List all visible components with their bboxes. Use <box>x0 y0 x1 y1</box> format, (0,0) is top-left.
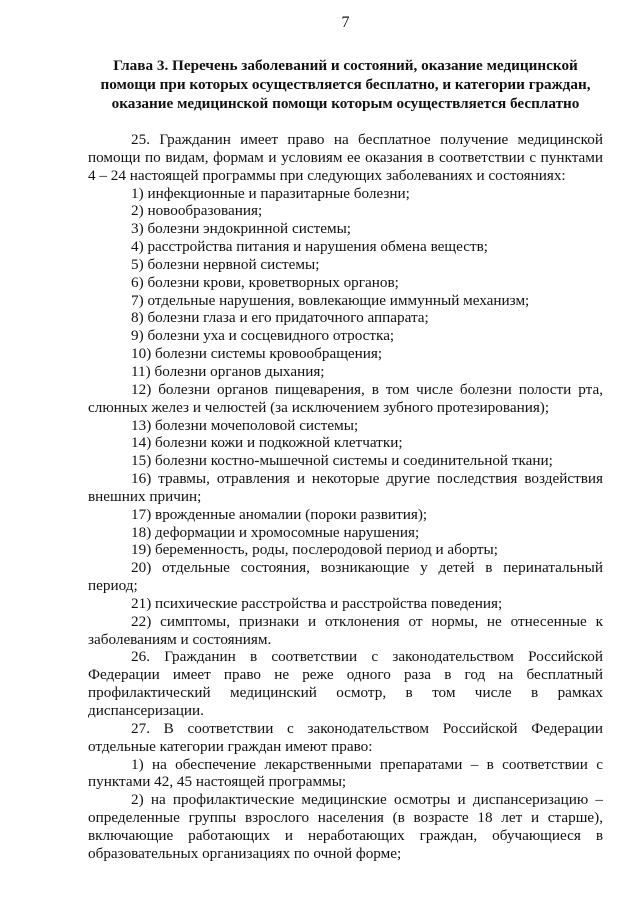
list-item: 7) отдельные нарушения, вовлекающие иммунный механизм; <box>131 291 530 309</box>
list-item: 1) инфекционные и паразитарные болезни; <box>131 184 410 202</box>
list-item: 2) на профилактические медицинские осмотры и диспансеризацию – определенные группы взрослого населения (в возрасте 18 лет и старше), включающие работающих и неработающих граждан, обучающиеся в образовательных организациях по очной форме; <box>88 791 603 862</box>
chapter-title <box>88 56 603 113</box>
page-number: 7 <box>341 14 350 31</box>
list-item: 9) болезни уха и сосцевидного отростка; <box>131 327 395 345</box>
list-item: 5) болезни нервной системы; <box>131 255 320 273</box>
section-25-intro: 25. Гражданин имеет право на бесплатное получение медицинской помощи по видам, формам и условиям ее оказания в соответствии с пунктами 4 – 24 настоящей программы при следующих заболеваниях и состояниях: <box>88 131 603 184</box>
chapter-title-line: Глава 3. Перечень заболеваний и состояний, оказание медицинской <box>113 57 578 74</box>
chapter-title-line: помощи при которых осуществляется бесплатно, и категории граждан, <box>100 76 591 93</box>
document-body <box>88 131 603 863</box>
list-item: 21) психические расстройства и расстройства поведения; <box>131 594 503 612</box>
list-item: 3) болезни эндокринной системы; <box>131 220 351 238</box>
list-item: 12) болезни органов пищеварения, в том числе болезни полости рта, слюнных желез и челюстей (за исключением зубного протезирования); <box>88 380 603 416</box>
list-item: 14) болезни кожи и подкожной клетчатки; <box>131 434 403 452</box>
list-item: 19) беременность, роды, послеродовой период и аборты; <box>131 541 498 559</box>
list-item: 2) новообразования; <box>131 202 263 220</box>
list-item: 20) отдельные состояния, возникающие у детей в перинатальный период; <box>88 559 603 595</box>
list-item: 1) на обеспечение лекарственными препаратами – в соответствии с пунктами 42, 45 настоящей программы; <box>88 755 603 791</box>
section-27-intro: 27. В соответствии с законодательством Российской Федерации отдельные категории граждан имеют право: <box>88 719 603 755</box>
list-item: 6) болезни крови, кроветворных органов; <box>131 273 399 291</box>
list-item: 15) болезни костно-мышечной системы и соединительной ткани; <box>131 452 553 470</box>
section-26-text: 26. Гражданин в соответствии с законодательством Российской Федерации имеет право не реже одного раза в год на бесплатный профилактический медицинский осмотр, в том числе в рамках диспансеризации. <box>88 648 603 719</box>
list-item: 11) болезни органов дыхания; <box>131 362 325 380</box>
list-item: 16) травмы, отравления и некоторые другие последствия воздействия внешних причин; <box>88 470 603 505</box>
list-item: 22) симптомы, признаки и отклонения от нормы, не отнесенные к заболеваниям и состояниям. <box>88 612 603 648</box>
chapter-title-line: оказание медицинской помощи которым осуществляется бесплатно <box>111 95 580 112</box>
list-item: 18) деформации и хромосомные нарушения; <box>131 523 420 541</box>
list-item: 13) болезни мочеполовой системы; <box>131 416 359 434</box>
list-item: 4) расстройства питания и нарушения обмена веществ; <box>131 238 488 256</box>
list-item: 10) болезни системы кровообращения; <box>131 345 383 363</box>
list-item: 17) врожденные аномалии (пороки развития); <box>131 505 428 523</box>
list-item: 8) болезни глаза и его придаточного аппарата; <box>131 309 429 327</box>
